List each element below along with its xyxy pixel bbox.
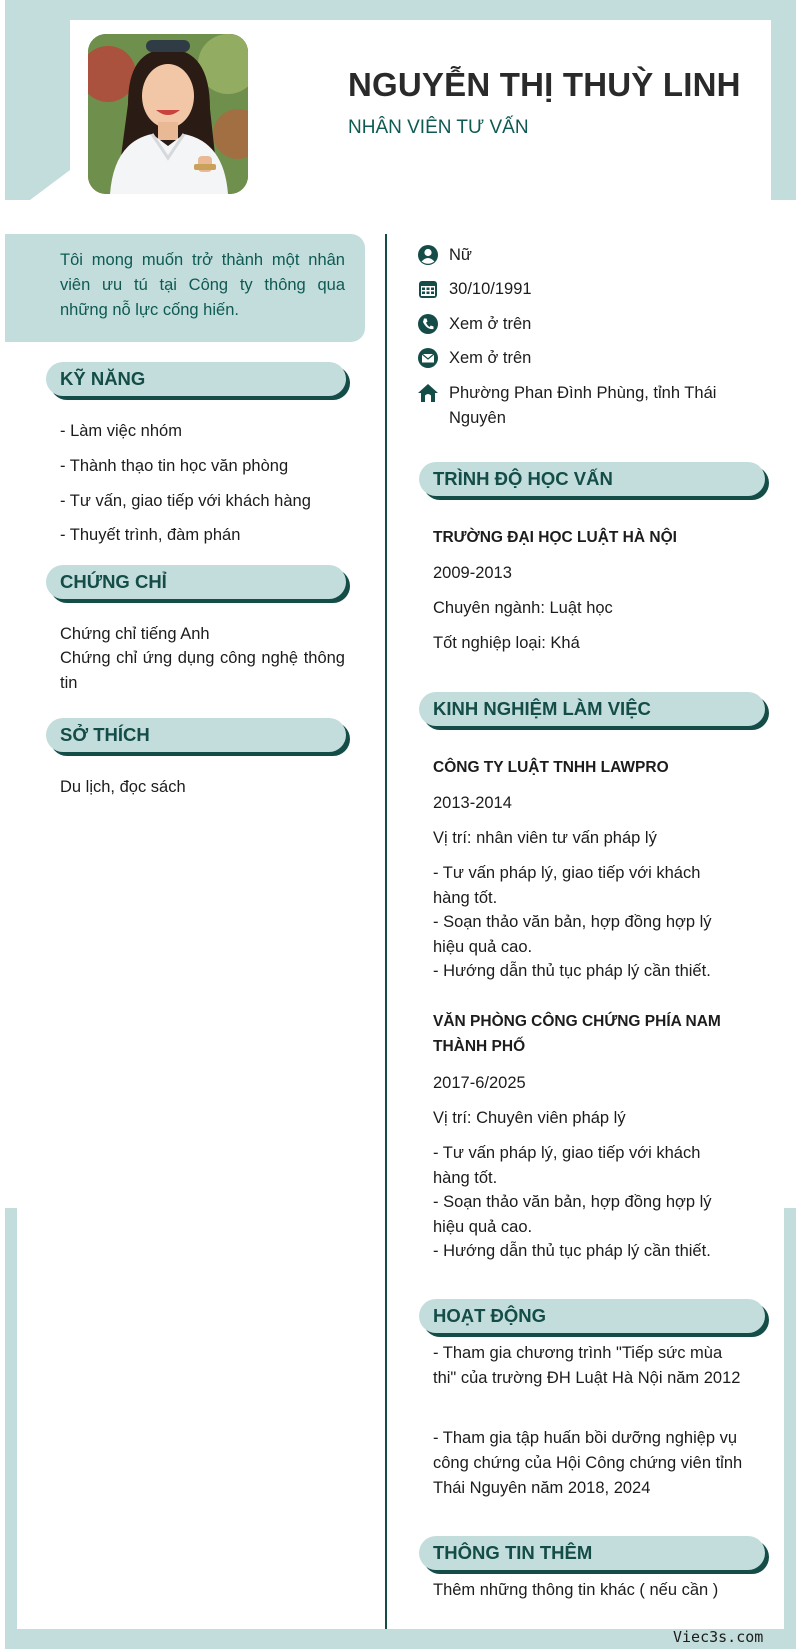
address-value: Phường Phan Đình Phùng, tỉnh Thái Nguyên <box>449 384 717 427</box>
frame-right-border <box>784 1208 796 1649</box>
job-duty: - Hướng dẫn thủ tục pháp lý cần thiết. <box>433 962 711 980</box>
profile-photo <box>88 34 248 194</box>
certificates-heading: CHỨNG CHỈ <box>46 565 346 599</box>
contact-gender <box>417 243 749 268</box>
calendar-icon <box>417 278 439 300</box>
profile-photo-illustration <box>88 34 248 194</box>
job-position: Vị trí: nhân viên tư vấn pháp lý <box>433 829 657 847</box>
activity-item: - Tham gia tập huấn bồi dưỡng nghiệp vụ công chứng của Hội Công chứng viên tỉnh Thái Nguyên năm 2018, 2024 <box>433 1429 743 1497</box>
user-icon <box>417 244 439 266</box>
job-company: VĂN PHÒNG CÔNG CHỨNG PHÍA NAM THÀNH PHỐ <box>433 1013 721 1055</box>
job-position: Vị trí: Chuyên viên pháp lý <box>433 1109 626 1127</box>
skill-item: - Tư vấn, giao tiếp với khách hàng <box>60 492 311 510</box>
education-period: 2009-2013 <box>433 564 512 582</box>
activity-item: - Tham gia chương trình "Tiếp sức mùa thi" của trường ĐH Luật Hà Nội năm 2012 <box>433 1344 741 1387</box>
additional-info-heading: THÔNG TIN THÊM <box>419 1536 765 1570</box>
hobbies-text: Du lịch, đọc sách <box>60 778 186 796</box>
activities-heading: HOẠT ĐỘNG <box>419 1299 765 1333</box>
career-objective: Tôi mong muốn trở thành một nhân viên ưu tú tại Công ty thông qua những nỗ lực cống hiến. <box>5 234 365 342</box>
contact-address <box>417 381 749 431</box>
hobbies-heading: SỞ THÍCH <box>46 718 346 752</box>
phone-icon <box>417 313 439 335</box>
certificate-item: Chứng chỉ ứng dụng công nghệ thông tin <box>60 649 345 692</box>
skill-item: - Làm việc nhóm <box>60 422 182 440</box>
frame-left-border <box>5 1208 17 1649</box>
certificate-item: Chứng chỉ tiếng Anh <box>60 625 210 643</box>
job-duty: - Soạn thảo văn bản, hợp đồng hợp lý hiệu quả cao. <box>433 1193 712 1236</box>
skill-item: - Thuyết trình, đàm phán <box>60 526 241 544</box>
job-duty: - Soạn thảo văn bản, hợp đồng hợp lý hiệu quả cao. <box>433 913 712 956</box>
contact-birthday <box>417 277 749 302</box>
birthday-value: 30/10/1991 <box>449 280 532 298</box>
email-value: Xem ở trên <box>449 349 532 367</box>
job-duty: - Tư vấn pháp lý, giao tiếp với khách hàng tốt. <box>433 864 701 907</box>
gender-value: Nữ <box>449 246 472 264</box>
phone-value: Xem ở trên <box>449 315 532 333</box>
school-name: TRƯỜNG ĐẠI HỌC LUẬT HÀ NỘI <box>433 529 677 546</box>
job-period: 2013-2014 <box>433 794 512 812</box>
education-grade: Tốt nghiệp loại: Khá <box>433 634 580 652</box>
job-period: 2017-6/2025 <box>433 1074 526 1092</box>
job-duty: - Hướng dẫn thủ tục pháp lý cần thiết. <box>433 1242 711 1260</box>
column-divider <box>385 234 387 1629</box>
contact-email <box>417 346 749 371</box>
home-icon <box>417 382 439 404</box>
job-duty: - Tư vấn pháp lý, giao tiếp với khách hàng tốt. <box>433 1144 701 1187</box>
skills-heading: KỸ NĂNG <box>46 362 346 396</box>
education-heading: TRÌNH ĐỘ HỌC VẤN <box>419 462 765 496</box>
experience-heading: KINH NGHIỆM LÀM VIỆC <box>419 692 765 726</box>
additional-info-text: Thêm những thông tin khác ( nếu cần ) <box>433 1581 719 1599</box>
site-watermark: Viec3s.com <box>673 1628 764 1646</box>
candidate-name: NGUYỄN THỊ THUỲ LINH <box>348 66 741 103</box>
education-major: Chuyên ngành: Luật học <box>433 599 613 617</box>
skill-item: - Thành thạo tin học văn phòng <box>60 457 289 475</box>
email-icon <box>417 347 439 369</box>
job-title: NHÂN VIÊN TƯ VẤN <box>348 117 529 138</box>
job-company: CÔNG TY LUẬT TNHH LAWPRO <box>433 759 669 776</box>
contact-phone <box>417 312 749 337</box>
